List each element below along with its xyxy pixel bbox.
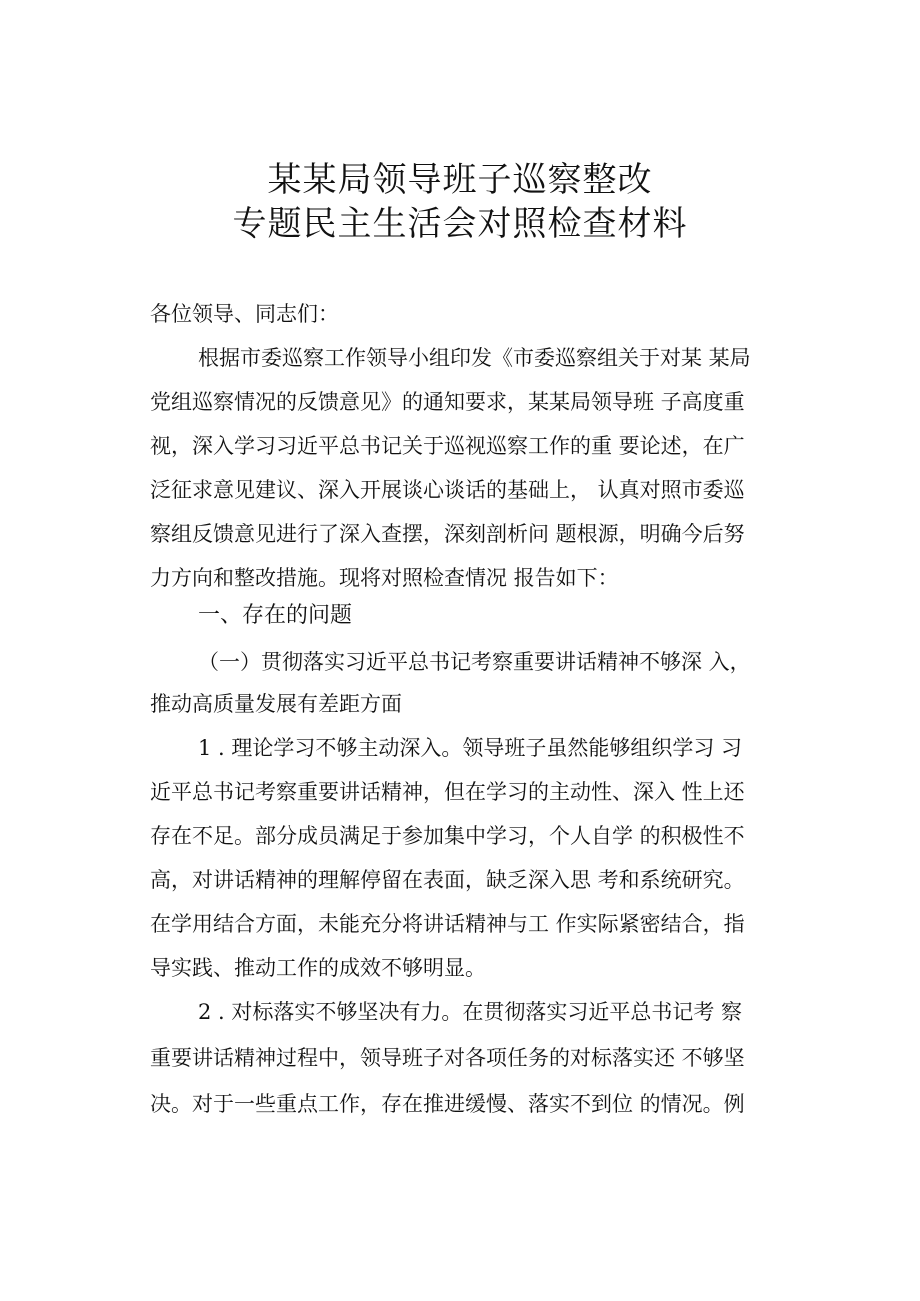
intro-line: 党组巡察情况的反馈意见》的通知要求，某某局领导班 子高度重 <box>150 390 745 414</box>
item-line: 在学用结合方面，未能充分将讲话精神与工 作实际紧密结合，指 <box>150 912 745 936</box>
item-line: 近平总书记考察重要讲话精神，但在学习的主动性、深入 性上还 <box>150 780 745 804</box>
subsection-line: 推动高质量发展有差距方面 <box>150 692 402 716</box>
document-title-line-1: 某某局领导班子巡察整改 <box>267 160 653 200</box>
intro-line: 力方向和整改措施。现将对照检查情况 报告如下： <box>150 566 619 590</box>
item-line: 决。对于一些重点工作，存在推进缓慢、落实不到位 的情况。例 <box>150 1092 745 1116</box>
section-heading: 一、存在的问题 <box>198 603 353 628</box>
item-line: 2 . 对标落实不够坚决有力。在贯彻落实习近平总书记考 察 <box>198 1000 743 1024</box>
document-title-line-2: 专题民主生活会对照检查材料 <box>232 204 688 244</box>
intro-line: 视，深入学习习近平总书记关于巡视巡察工作的重 要论述，在广 <box>150 434 745 458</box>
item-line: 存在不足。部分成员满足于参加集中学习，个人自学 的积极性不 <box>150 824 745 848</box>
intro-line: 察组反馈意见进行了深入查摆，深刻剖析问 题根源，明确今后努 <box>150 522 745 546</box>
item-line: 高，对讲话精神的理解停留在表面，缺乏深入思 考和系统研究。 <box>150 868 745 892</box>
subsection-line: （一）贯彻落实习近平总书记考察重要讲话精神不够深 入， <box>198 650 751 674</box>
item-line: 重要讲话精神过程中，领导班子对各项任务的对标落实还 不够坚 <box>150 1046 745 1070</box>
intro-line: 根据市委巡察工作领导小组印发《市委巡察组关于对某 某局 <box>198 346 751 370</box>
intro-line: 泛征求意见建议、深入开展谈心谈话的基础上， 认真对照市委巡 <box>150 478 745 502</box>
item-line: 1 . 理论学习不够主动深入。领导班子虽然能够组织学习 习 <box>198 736 743 760</box>
item-line: 导实践、推动工作的成效不够明显。 <box>150 956 486 980</box>
salutation: 各位领导、同志们： <box>150 302 339 326</box>
